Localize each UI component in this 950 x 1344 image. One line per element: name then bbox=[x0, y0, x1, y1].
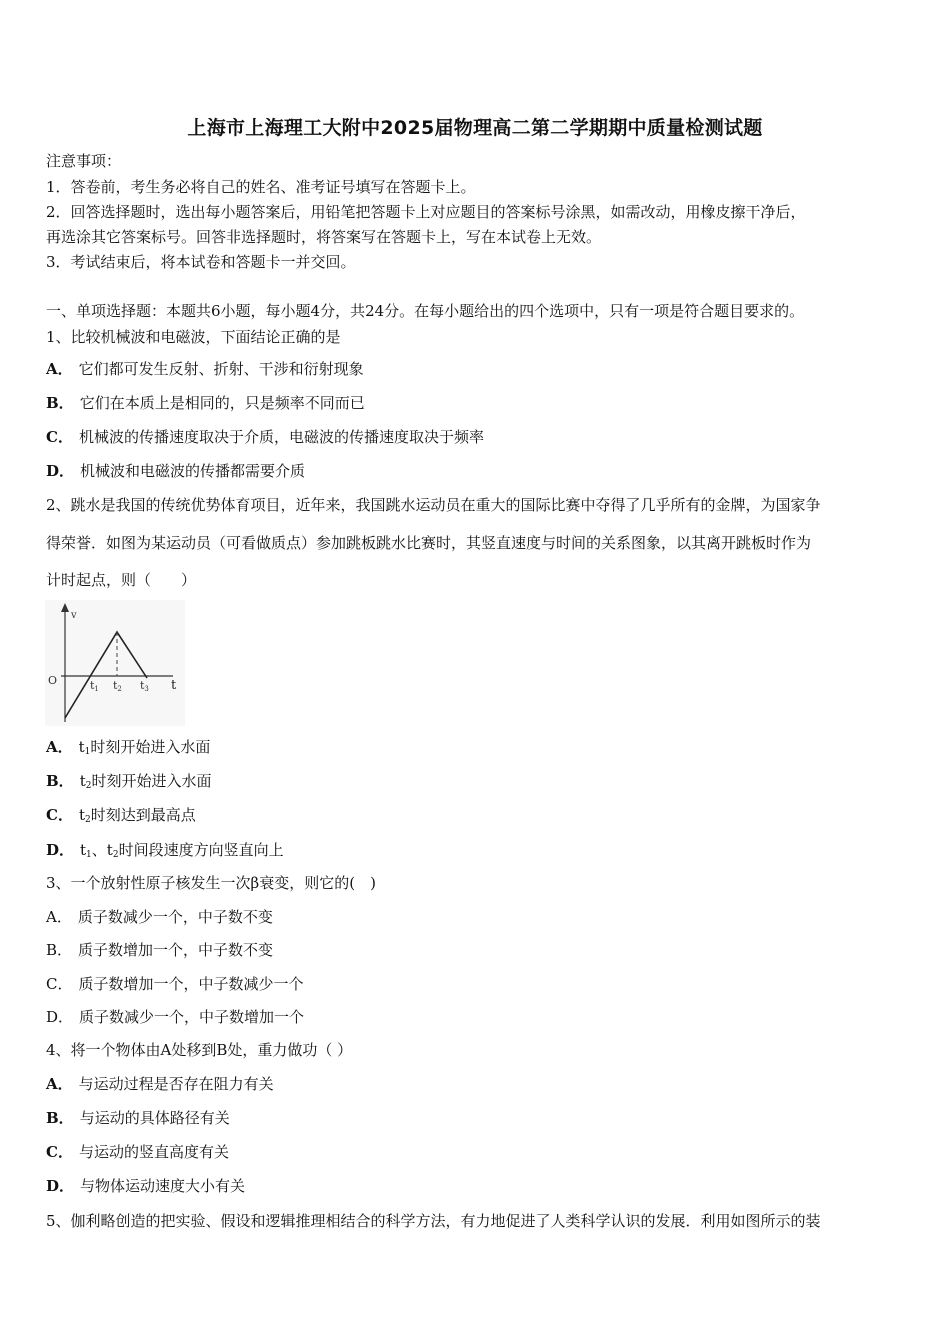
option-letter: A． bbox=[46, 908, 72, 926]
option-letter: D． bbox=[46, 1008, 74, 1026]
option-text: 质子数减少一个，中子数不变 bbox=[77, 908, 273, 926]
question-2-stem-line: 2、跳水是我国的传统优势体育项目，近年来，我国跳水运动员在重大的国际比赛中夺得了几乎所有的金牌，为国家争 bbox=[46, 496, 821, 514]
t-axis-label: t bbox=[171, 678, 177, 693]
option-t-sub: 1 bbox=[86, 850, 92, 860]
q3-option-a bbox=[46, 907, 273, 927]
option-letter: A． bbox=[46, 738, 73, 756]
option-t-sub: 1 bbox=[84, 747, 91, 757]
option-letter: A． bbox=[46, 1075, 73, 1093]
q2-option-b bbox=[46, 771, 211, 796]
option-text: 时间段速度方向竖直向上 bbox=[118, 841, 284, 859]
option-text: 与物体运动速度大小有关 bbox=[80, 1177, 246, 1195]
option-text: 时刻开始进入水面 bbox=[90, 738, 211, 756]
option-letter: B． bbox=[46, 941, 73, 959]
q4-option-d bbox=[46, 1176, 245, 1196]
option-letter: C． bbox=[46, 806, 73, 824]
option-t: t bbox=[78, 738, 85, 756]
option-letter: C． bbox=[46, 975, 73, 993]
option-text: 它们都可发生反射、折射、干涉和衍射现象 bbox=[78, 360, 364, 378]
q3-option-d bbox=[46, 1007, 304, 1027]
v-axis-label: v bbox=[71, 610, 77, 621]
option-letter: D． bbox=[46, 841, 75, 859]
notice-item: 1．答卷前，考生务必将自己的姓名、准考证号填写在答题卡上。 bbox=[46, 178, 476, 196]
option-t: t bbox=[79, 772, 86, 790]
q3-option-b bbox=[46, 940, 273, 960]
origin-label: O bbox=[48, 674, 58, 687]
option-text: 质子数减少一个，中子数增加一个 bbox=[79, 1008, 305, 1026]
page-title: 上海市上海理工大附中2025届物理高二第二学期期中质量检测试题 bbox=[187, 117, 763, 139]
option-text: 时刻达到最高点 bbox=[90, 806, 196, 824]
notice-item: 3．考试结束后，将本试卷和答题卡一并交回。 bbox=[46, 253, 356, 271]
t2-label-sub: 2 bbox=[117, 685, 122, 693]
q1-option-a bbox=[46, 359, 364, 379]
option-letter: B． bbox=[46, 394, 74, 412]
q3-option-c bbox=[46, 974, 304, 994]
question-5-stem: 5、伽利略创造的把实验、假设和逻辑推理相结合的科学方法，有力地促进了人类科学认识的发展．利用如图所示的装 bbox=[46, 1212, 821, 1230]
t3-label-base: t bbox=[140, 679, 145, 692]
option-text: 它们在本质上是相同的，只是频率不同而已 bbox=[79, 394, 365, 412]
option-sep: 、 bbox=[91, 841, 107, 859]
section-heading: 一、单项选择题：本题共6小题，每小题4分，共24分。在每小题给出的四个选项中，只有一项是符合题目要求的。 bbox=[46, 302, 805, 320]
option-text: 与运动的竖直高度有关 bbox=[78, 1143, 229, 1161]
option-letter: B． bbox=[46, 1109, 74, 1127]
option-t2: t bbox=[106, 841, 113, 859]
option-text: 与运动的具体路径有关 bbox=[79, 1109, 230, 1127]
notice-item: 2．回答选择题时，选出每小题答案后，用铅笔把答题卡上对应题目的答案标号涂黑，如需改动，用橡皮擦干净后， bbox=[46, 203, 806, 221]
q2-option-a bbox=[46, 737, 210, 762]
option-letter: D． bbox=[46, 1177, 75, 1195]
notice-item: 再选涂其它答案标号。回答非选择题时，将答案写在答题卡上，写在本试卷上无效。 bbox=[46, 228, 602, 246]
option-letter: C． bbox=[46, 1143, 73, 1161]
question-1-stem: 1、比较机械波和电磁波，下面结论正确的是 bbox=[46, 328, 341, 346]
t2-label-base: t bbox=[113, 679, 118, 692]
graph-background bbox=[45, 600, 185, 726]
t1-label-sub: 1 bbox=[94, 685, 99, 693]
question-2-stem-line: 计时起点，则（ ） bbox=[46, 571, 197, 589]
q1-option-b bbox=[46, 393, 365, 413]
option-text: 质子数增加一个，中子数不变 bbox=[78, 941, 274, 959]
option-text: 质子数增加一个，中子数减少一个 bbox=[78, 975, 304, 993]
option-text: 与运动过程是否存在阻力有关 bbox=[78, 1075, 274, 1093]
q2-option-d bbox=[46, 840, 284, 865]
option-letter: B． bbox=[46, 772, 74, 790]
option-t-sub: 2 bbox=[84, 815, 91, 825]
t3-label-sub: 3 bbox=[144, 685, 149, 693]
question-4-stem: 4、将一个物体由A处移到B处，重力做功（ ） bbox=[46, 1041, 353, 1059]
option-letter: D． bbox=[46, 462, 75, 480]
option-letter: A． bbox=[46, 360, 73, 378]
option-t2-sub: 2 bbox=[112, 850, 119, 860]
question-2-stem-line: 得荣誉．如图为某运动员（可看做质点）参加跳板跳水比赛时，其竖直速度与时间的关系图象，以其离开跳板时作为 bbox=[46, 534, 812, 552]
option-text: 机械波和电磁波的传播都需要介质 bbox=[80, 462, 306, 480]
option-t: t bbox=[80, 841, 87, 859]
q4-option-b bbox=[46, 1108, 230, 1128]
q4-option-a bbox=[46, 1074, 274, 1094]
option-t: t bbox=[78, 806, 85, 824]
notice-heading: 注意事项： bbox=[46, 152, 122, 170]
t1-label-base: t bbox=[90, 679, 95, 692]
q1-option-d bbox=[46, 461, 305, 481]
option-text: 机械波的传播速度取决于介质，电磁波的传播速度取决于频率 bbox=[78, 428, 484, 446]
q1-option-c bbox=[46, 427, 484, 447]
velocity-time-graph bbox=[45, 600, 185, 726]
question-3-stem: 3、一个放射性原子核发生一次β衰变，则它的( ) bbox=[46, 874, 376, 892]
q4-option-c bbox=[46, 1142, 229, 1162]
option-letter: C． bbox=[46, 428, 73, 446]
q2-option-c bbox=[46, 805, 196, 830]
option-t-sub: 2 bbox=[85, 781, 92, 791]
option-text: 时刻开始进入水面 bbox=[91, 772, 212, 790]
